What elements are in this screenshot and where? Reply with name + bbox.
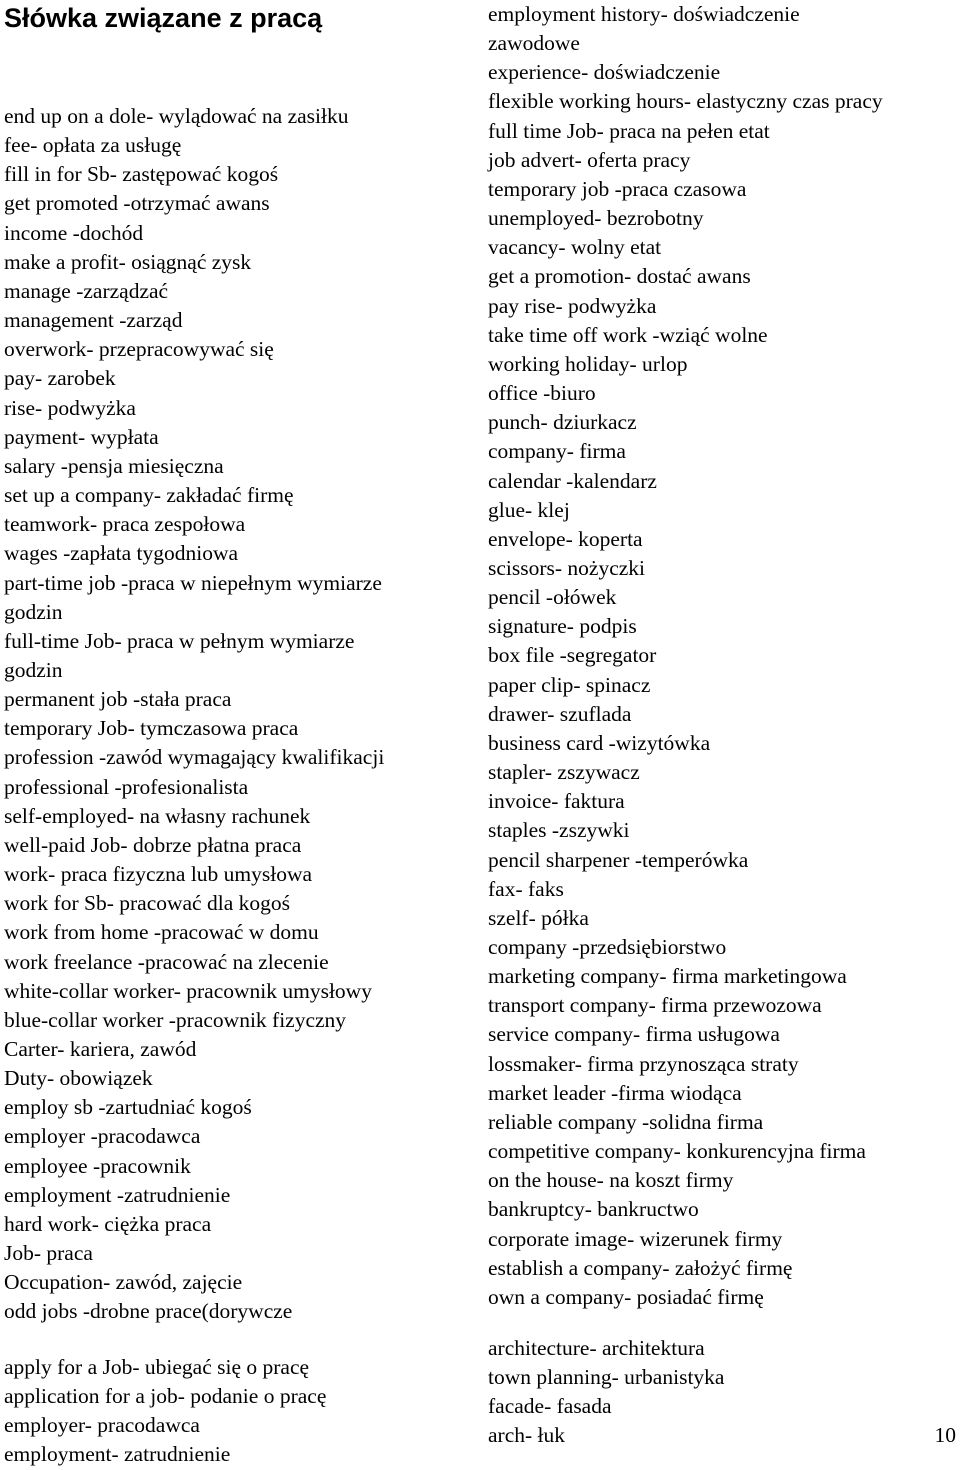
vocab-line: employment -zatrudnienie [4, 1182, 231, 1207]
vocab-line: employee -pracownik [4, 1153, 191, 1178]
vocab-line: Carter- kariera, zawód [4, 1037, 197, 1061]
vocab-line: transport company- firma przewozowa [488, 993, 822, 1018]
vocab-line: facade- fasada [488, 1394, 612, 1419]
vocab-line: glue- klej [488, 497, 570, 522]
vocab-line: marketing company- firma marketingowa [488, 964, 847, 989]
page-title: Słówka związane z pracą [4, 3, 323, 33]
vocab-line: szelf- półka [488, 905, 589, 930]
vocab-line: office -biuro [488, 381, 596, 406]
vocab-line: odd jobs -drobne prace(dorywcze [4, 1299, 293, 1324]
vocab-line: bankruptcy- bankructwo [488, 1197, 699, 1222]
vocab-line: full-time Job- praca w pełnym wymiarze [4, 628, 355, 653]
vocab-line: get a promotion- dostać awans [488, 264, 751, 289]
vocab-line: town planning- urbanistyka [488, 1365, 725, 1390]
vocab-line: salary -pensja miesięczna [4, 453, 224, 478]
vocab-line: get promoted -otrzymać awans [4, 191, 270, 216]
vocab-line: scissors- nożyczki [488, 555, 646, 580]
vocab-line: permanent job -stała praca [4, 687, 232, 712]
vocab-line: architecture- architektura [488, 1336, 705, 1360]
vocab-line: make a profit- osiągnąć zysk [4, 249, 252, 274]
vocab-line: employer- pracodawca [4, 1413, 200, 1438]
vocab-line: pay rise- podwyżka [488, 293, 657, 318]
vocab-line: arch- łuk [488, 1423, 566, 1448]
vocab-line: Job- praca [4, 1241, 93, 1266]
vocab-line: payment- wypłata [4, 424, 159, 449]
vocab-line: Duty- obowiązek [4, 1066, 153, 1091]
vocab-line: envelope- koperta [488, 526, 643, 551]
vocab-line: blue-collar worker -pracownik fizyczny [4, 1007, 347, 1032]
vocab-line: fax- faks [488, 876, 564, 901]
left-column-list [4, 102, 384, 1327]
vocab-line: set up a company- zakładać firmę [4, 483, 294, 508]
vocab-line: pencil sharpener -temperówka [488, 847, 749, 872]
vocab-line: well-paid Job- dobrze płatna praca [4, 832, 302, 857]
vocab-line: signature- podpis [488, 614, 637, 639]
vocab-line: drawer- szuflada [488, 701, 632, 726]
right-column-list-2 [488, 1334, 724, 1451]
vocab-line: experience- doświadczenie [488, 60, 721, 85]
vocab-line: company- firma [488, 439, 626, 464]
vocab-line: staples -zszywki [488, 818, 630, 843]
vocab-line: temporary Job- tymczasowa praca [4, 716, 299, 741]
vocab-line: teamwork- praca zespołowa [4, 512, 246, 537]
vocab-line: establish a company- założyć firmę [488, 1255, 793, 1280]
vocab-line: flexible working hours- elastyczny czas pracy [488, 89, 883, 114]
left-column-list-2 [4, 1353, 326, 1470]
vocab-line: lossmaker- firma przynosząca straty [488, 1051, 799, 1076]
vocab-line: corporate image- wizerunek firmy [488, 1226, 783, 1251]
vocab-line: take time off work -wziąć wolne [488, 322, 768, 347]
vocab-line: application for a job- podanie o pracę [4, 1384, 327, 1409]
vocab-line: profession -zawód wymagający kwalifikacji [4, 745, 385, 770]
vocab-line: punch- dziurkacz [488, 410, 637, 435]
vocab-line: unemployed- bezrobotny [488, 206, 704, 231]
vocab-line: temporary job -praca czasowa [488, 176, 747, 201]
vocab-line: part-time job -praca w niepełnym wymiarze [4, 570, 382, 595]
vocab-line: godzin [4, 657, 63, 682]
vocab-line: end up on a dole- wylądować na zasiłku [4, 104, 349, 128]
vocab-line: income -dochód [4, 220, 144, 245]
vocab-line: competitive company- konkurencyjna firma [488, 1139, 866, 1164]
vocab-line: paper clip- spinacz [488, 672, 651, 697]
vocab-line: godzin [4, 599, 63, 624]
vocab-line: professional -profesionalista [4, 774, 249, 799]
vocab-line: box file -segregator [488, 643, 657, 668]
vocab-line: fill in for Sb- zastępować kogoś [4, 162, 279, 187]
vocab-line: invoice- faktura [488, 789, 625, 814]
vocab-line: own a company- posiadać firmę [488, 1284, 764, 1309]
vocab-line: manage -zarządzać [4, 278, 169, 303]
vocab-line: employ sb -zartudniać kogoś [4, 1095, 252, 1120]
vocab-line: business card -wizytówka [488, 730, 711, 755]
vocab-line: full time Job- praca na pełen etat [488, 118, 770, 143]
vocab-line: work- praca fizyczna lub umysłowa [4, 862, 313, 887]
vocab-line: pencil -ołówek [488, 585, 617, 610]
vocab-line: Occupation- zawód, zajęcie [4, 1270, 243, 1295]
vocab-line: calendar -kalendarz [488, 468, 657, 493]
vocab-line: rise- podwyżka [4, 395, 136, 420]
vocab-line: wages -zapłata tygodniowa [4, 541, 239, 566]
vocab-line: employment history- doświadczenie [488, 2, 800, 26]
vocab-line: work for Sb- pracować dla kogoś [4, 891, 290, 916]
vocab-line: market leader -firma wiodąca [488, 1080, 742, 1105]
vocab-line: vacancy- wolny etat [488, 235, 662, 260]
page-number: 10 [934, 1423, 956, 1447]
vocab-line: reliable company -solidna firma [488, 1109, 764, 1134]
vocab-line: white-collar worker- pracownik umysłowy [4, 978, 372, 1003]
vocab-line: pay- zarobek [4, 366, 116, 391]
vocab-line: zawodowe [488, 31, 580, 56]
vocab-line: hard work- ciężka praca [4, 1211, 212, 1236]
vocab-line: fee- opłata za usługę [4, 133, 182, 158]
vocab-line: apply for a Job- ubiegać się o pracę [4, 1355, 310, 1379]
right-column-list [488, 0, 883, 1312]
vocab-line: company -przedsiębiorstwo [488, 935, 727, 959]
vocab-line: work from home -pracować w domu [4, 920, 319, 945]
vocab-line: overwork- przepracowywać się [4, 337, 274, 362]
vocab-line: employer -pracodawca [4, 1124, 201, 1149]
vocab-line: self-employed- na własny rachunek [4, 803, 311, 828]
vocab-line: on the house- na koszt firmy [488, 1168, 734, 1193]
vocab-line: working holiday- urlop [488, 351, 688, 376]
vocab-line: job advert- oferta pracy [488, 147, 691, 172]
vocab-line: employment- zatrudnienie [4, 1442, 231, 1467]
vocab-line: service company- firma usługowa [488, 1022, 780, 1047]
vocab-line: stapler- zszywacz [488, 760, 640, 785]
vocab-line: work freelance -pracować na zlecenie [4, 949, 329, 974]
vocab-line: management -zarząd [4, 308, 183, 333]
